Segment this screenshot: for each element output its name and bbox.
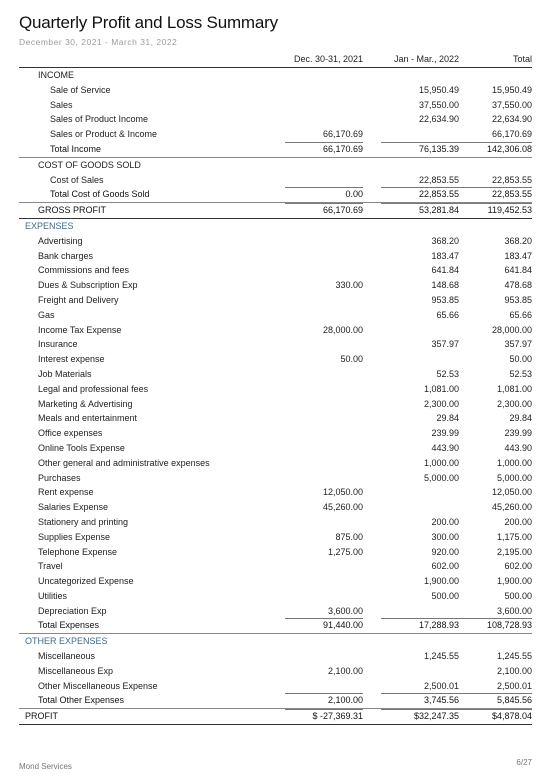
table-row — [19, 352, 532, 367]
row-value-c1: 66,170.69 — [322, 143, 363, 154]
report-date-range: December 30, 2021 - March 31, 2022 — [19, 37, 178, 47]
row-label: Sales — [50, 99, 73, 110]
sum-line — [381, 693, 459, 694]
row-label: Salaries Expense — [38, 502, 109, 513]
row-label: Cost of Sales — [50, 174, 104, 185]
row-value-c2: 953.85 — [431, 294, 459, 305]
row-label: Utilities — [38, 590, 68, 601]
row-value-c2: 5,000.00 — [423, 472, 459, 483]
row-value-c2: 1,245.55 — [423, 651, 459, 662]
table-row — [19, 559, 532, 574]
row-value-c3: 2,195.00 — [496, 546, 532, 557]
row-label: EXPENSES — [25, 220, 74, 231]
row-value-c3: 1,081.00 — [496, 383, 532, 394]
sum-line — [454, 709, 532, 710]
row-label: Advertising — [38, 235, 83, 246]
table-row — [19, 142, 532, 158]
row-label: Marketing & Advertising — [38, 398, 133, 409]
row-value-c3: 1,000.00 — [496, 457, 532, 468]
row-label: Uncategorized Expense — [38, 576, 134, 587]
row-label: Other general and administrative expenses — [38, 457, 210, 468]
table-row — [19, 530, 532, 545]
row-value-c2: 2,300.00 — [423, 398, 459, 409]
sum-line — [381, 709, 459, 710]
row-value-c3: 29.84 — [509, 413, 532, 424]
row-value-c2: 2,500.01 — [423, 680, 459, 691]
row-value-c3: 22,853.55 — [491, 174, 532, 185]
table-row — [19, 127, 532, 142]
row-label: Other Miscellaneous Expense — [38, 680, 158, 691]
column-header-total: Total — [512, 54, 532, 64]
sum-line — [381, 618, 459, 619]
row-value-c3: 2,300.00 — [496, 398, 532, 409]
row-value-c3: 239.99 — [504, 428, 532, 439]
row-value-c2: 641.84 — [431, 265, 459, 276]
row-value-c2: $32,247.35 — [413, 711, 459, 722]
row-label: Gas — [38, 309, 55, 320]
row-value-c2: 368.20 — [431, 235, 459, 246]
sum-line — [285, 618, 363, 619]
table-body — [19, 68, 532, 725]
row-label: OTHER EXPENSES — [25, 636, 108, 647]
row-value-c3: 12,050.00 — [491, 487, 532, 498]
row-value-c3: 200.00 — [504, 516, 532, 527]
row-value-c1: $ -27,369.31 — [312, 711, 363, 722]
table-row — [19, 709, 532, 725]
sum-line — [285, 203, 363, 204]
table-row — [19, 545, 532, 560]
row-value-c2: 15,950.49 — [418, 84, 459, 95]
row-label: Job Materials — [38, 368, 92, 379]
column-header-jan-mar: Jan - Mar., 2022 — [393, 54, 459, 64]
row-label: Sales or Product & Income — [50, 129, 158, 140]
row-value-c1: 50.00 — [340, 354, 363, 365]
table-row — [19, 634, 532, 649]
table-row — [19, 441, 532, 456]
sum-line — [454, 187, 532, 188]
row-value-c3: 3,600.00 — [496, 605, 532, 616]
sum-line — [454, 203, 532, 204]
row-value-c3: 22,634.90 — [491, 114, 532, 125]
row-value-c2: 22,853.55 — [418, 174, 459, 185]
row-value-c1: 0.00 — [345, 189, 363, 200]
row-value-c2: 357.97 — [431, 339, 459, 350]
row-label: INCOME — [38, 70, 74, 80]
row-value-c3: 2,500.01 — [496, 680, 532, 691]
row-value-c3: 66,170.69 — [491, 129, 532, 140]
table-row — [19, 649, 532, 664]
table-row — [19, 411, 532, 426]
sum-line — [454, 142, 532, 143]
row-value-c1: 2,100.00 — [327, 665, 363, 676]
row-label: PROFIT — [25, 711, 58, 722]
row-value-c2: 602.00 — [431, 561, 459, 572]
table-row — [19, 426, 532, 441]
row-value-c1: 330.00 — [335, 280, 363, 291]
row-label: Supplies Expense — [38, 531, 111, 542]
table-row — [19, 456, 532, 471]
row-value-c1: 12,050.00 — [322, 487, 363, 498]
row-value-c3: 50.00 — [509, 354, 532, 365]
row-label: Dues & Subscription Exp — [38, 280, 138, 291]
column-header-row — [19, 53, 532, 68]
table-row — [19, 98, 532, 113]
row-value-c2: 148.68 — [431, 280, 459, 291]
table-row — [19, 397, 532, 412]
row-value-c2: 3,745.56 — [423, 695, 459, 706]
row-value-c3: 65.66 — [509, 309, 532, 320]
table-row — [19, 249, 532, 264]
row-value-c1: 66,170.69 — [322, 129, 363, 140]
row-value-c3: 1,900.00 — [496, 576, 532, 587]
row-label: Office expenses — [38, 428, 103, 439]
row-value-c2: 1,081.00 — [423, 383, 459, 394]
row-label: Travel — [38, 561, 63, 572]
sum-line — [454, 693, 532, 694]
row-value-c3: 641.84 — [504, 265, 532, 276]
table-row — [19, 382, 532, 397]
row-value-c1: 875.00 — [335, 531, 363, 542]
row-label: Miscellaneous — [38, 651, 96, 662]
row-value-c1: 45,260.00 — [322, 502, 363, 513]
row-value-c2: 76,135.39 — [418, 143, 459, 154]
row-value-c2: 37,550.00 — [418, 99, 459, 110]
table-row — [19, 158, 532, 173]
row-label: Purchases — [38, 472, 81, 483]
row-value-c3: 500.00 — [504, 590, 532, 601]
row-value-c2: 22,853.55 — [418, 189, 459, 200]
row-value-c2: 52.53 — [436, 368, 459, 379]
row-value-c1: 1,275.00 — [327, 546, 363, 557]
sum-line — [285, 187, 363, 188]
row-label: Sales of Product Income — [50, 114, 149, 125]
row-label: COST OF GOODS SOLD — [38, 159, 141, 170]
row-label: Rent expense — [38, 487, 94, 498]
row-value-c1: 66,170.69 — [322, 205, 363, 216]
row-value-c3: $4,878.04 — [491, 711, 532, 722]
row-value-c2: 29.84 — [436, 413, 459, 424]
row-label: Total Cost of Goods Sold — [50, 189, 150, 200]
row-value-c3: 119,452.53 — [487, 205, 532, 216]
row-value-c3: 953.85 — [504, 294, 532, 305]
row-value-c3: 357.97 — [504, 339, 532, 350]
row-label: Online Tools Expense — [38, 442, 125, 453]
table-row — [19, 323, 532, 338]
table-row — [19, 219, 532, 234]
row-value-c2: 183.47 — [431, 250, 459, 261]
table-row — [19, 187, 532, 203]
table-row — [19, 604, 532, 619]
row-value-c2: 239.99 — [431, 428, 459, 439]
sum-line — [285, 693, 363, 694]
table-row — [19, 173, 532, 188]
row-label: Bank charges — [38, 250, 94, 261]
row-value-c3: 1,245.55 — [496, 651, 532, 662]
row-value-c2: 500.00 — [431, 590, 459, 601]
row-value-c3: 15,950.49 — [491, 84, 532, 95]
row-value-c2: 1,900.00 — [423, 576, 459, 587]
table-row — [19, 203, 532, 219]
table-row — [19, 664, 532, 679]
column-header-dec: Dec. 30-31, 2021 — [293, 54, 363, 64]
table-row — [19, 337, 532, 352]
row-value-c2: 22,634.90 — [418, 114, 459, 125]
profit-loss-table — [19, 53, 532, 725]
table-row — [19, 679, 532, 694]
sum-line — [454, 618, 532, 619]
row-value-c3: 602.00 — [504, 561, 532, 572]
row-label: Freight and Delivery — [38, 294, 119, 305]
table-row — [19, 500, 532, 515]
row-value-c3: 22,853.55 — [491, 189, 532, 200]
table-row — [19, 308, 532, 323]
row-label: Depreciation Exp — [38, 605, 107, 616]
row-value-c3: 52.53 — [509, 368, 532, 379]
row-value-c2: 200.00 — [431, 516, 459, 527]
table-row — [19, 83, 532, 98]
row-value-c3: 37,550.00 — [491, 99, 532, 110]
row-value-c1: 91,440.00 — [322, 620, 363, 631]
row-label: Sale of Service — [50, 84, 111, 95]
row-value-c1: 2,100.00 — [327, 695, 363, 706]
row-value-c1: 3,600.00 — [327, 605, 363, 616]
table-row — [19, 618, 532, 634]
row-label: Total Income — [50, 143, 102, 154]
sum-line — [381, 203, 459, 204]
row-value-c3: 1,175.00 — [496, 531, 532, 542]
row-label: Meals and entertainment — [38, 413, 138, 424]
row-label: Stationery and printing — [38, 516, 129, 527]
row-value-c2: 17,288.93 — [418, 620, 459, 631]
row-value-c2: 1,000.00 — [423, 457, 459, 468]
table-row — [19, 367, 532, 382]
table-row — [19, 515, 532, 530]
row-value-c2: 443.90 — [431, 442, 459, 453]
table-row — [19, 471, 532, 486]
table-row — [19, 693, 532, 709]
row-value-c3: 478.68 — [504, 280, 532, 291]
footer-page-number: 6/27 — [516, 758, 532, 767]
row-value-c1: 28,000.00 — [322, 324, 363, 335]
row-value-c2: 65.66 — [436, 309, 459, 320]
table-row — [19, 234, 532, 249]
row-label: Total Other Expenses — [38, 695, 125, 706]
row-label: Legal and professional fees — [38, 383, 149, 394]
sum-line — [381, 142, 459, 143]
row-value-c3: 28,000.00 — [491, 324, 532, 335]
table-row — [19, 68, 532, 83]
row-value-c3: 108,728.93 — [486, 620, 532, 631]
table-row — [19, 485, 532, 500]
row-label: Insurance — [38, 339, 78, 350]
row-value-c2: 53,281.84 — [418, 205, 459, 216]
row-label: Total Expenses — [38, 620, 100, 631]
table-row — [19, 278, 532, 293]
row-value-c2: 300.00 — [431, 531, 459, 542]
table-row — [19, 263, 532, 278]
table-row — [19, 574, 532, 589]
row-value-c2: 920.00 — [431, 546, 459, 557]
sum-line — [285, 709, 363, 710]
row-value-c3: 142,306.08 — [486, 143, 532, 154]
row-value-c3: 2,100.00 — [496, 665, 532, 676]
row-label: GROSS PROFIT — [38, 205, 107, 216]
row-label: Income Tax Expense — [38, 324, 122, 335]
row-value-c3: 368.20 — [504, 235, 532, 246]
table-row — [19, 589, 532, 604]
row-label: Miscellaneous Exp — [38, 665, 114, 676]
row-value-c3: 183.47 — [504, 250, 532, 261]
row-value-c3: 5,845.56 — [496, 695, 532, 706]
row-value-c3: 45,260.00 — [491, 502, 532, 513]
row-label: Commissions and fees — [38, 265, 130, 276]
row-label: Interest expense — [38, 354, 105, 365]
row-label: Telephone Expense — [38, 546, 118, 557]
table-row — [19, 293, 532, 308]
sum-line — [285, 142, 363, 143]
row-value-c3: 443.90 — [504, 442, 532, 453]
sum-line — [381, 187, 459, 188]
footer-company: Mond Services — [19, 762, 72, 771]
report-title: Quarterly Profit and Loss Summary — [19, 13, 278, 32]
row-value-c3: 5,000.00 — [496, 472, 532, 483]
table-row — [19, 112, 532, 127]
